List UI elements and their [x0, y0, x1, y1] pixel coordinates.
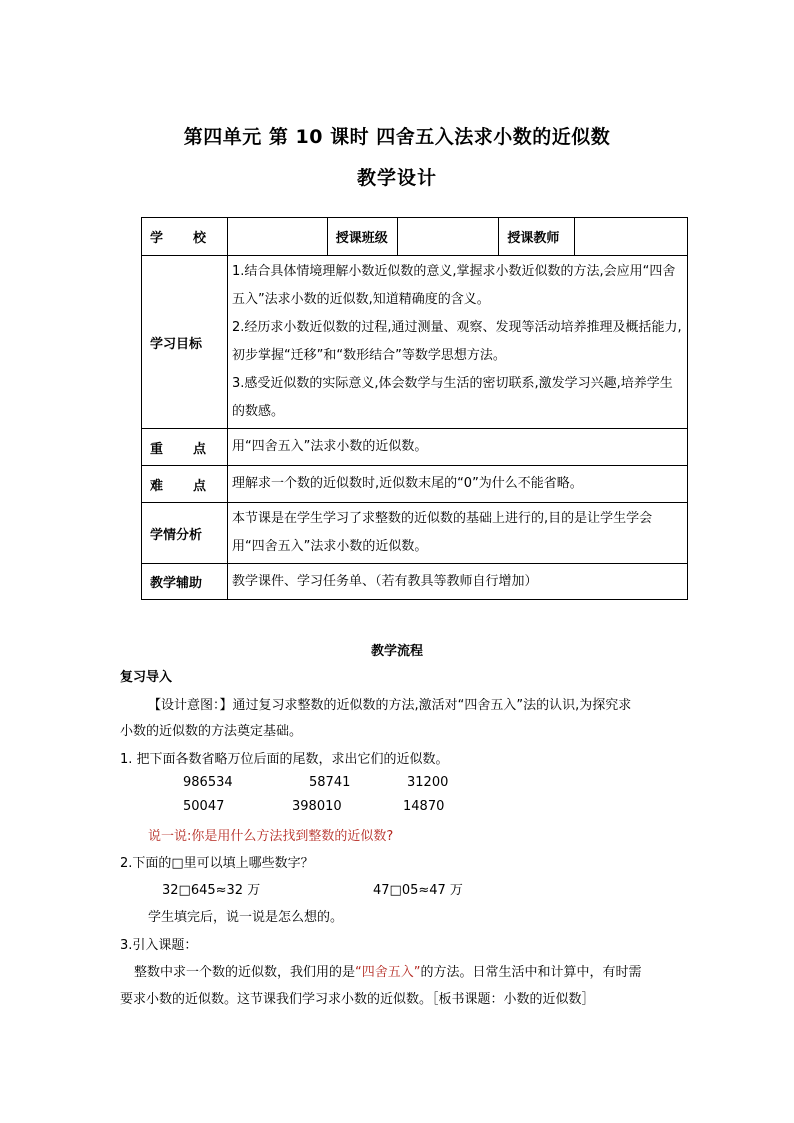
key-label: 重点 — [150, 441, 206, 457]
question-2: 2.下面的□里可以填上哪些数字？ — [120, 856, 314, 871]
aids-label-cell — [142, 564, 228, 600]
analysis-cell: 本节课是在学生学习了求整数的近似数的基础上进行的,目的是让学生学会用“四舍五入”法求小数的近似数。 — [227, 503, 687, 564]
question-2-note: 学生填完后，说一说是怎么想的。 — [148, 910, 344, 925]
key-cell: 用“四舍五入”法求小数的近似数。 — [227, 429, 687, 466]
number-item: 31200 — [407, 775, 449, 790]
table-row — [142, 429, 688, 466]
design-intent-line-2: 小数的近似数的方法奠定基础。 — [120, 724, 303, 739]
difficulty-label-cell — [142, 466, 228, 503]
teacher-label-cell — [499, 218, 575, 256]
lesson-info-table — [141, 217, 688, 600]
objective-1: 1.结合具体情境理解小数近似数的意义,掌握求小数近似数的方法,会应用“四舍五入”法求小数的近似数,知道精确度的含义。 — [231, 264, 676, 307]
school-value-cell — [227, 218, 327, 256]
table-row — [142, 218, 688, 256]
number-item: 398010 — [292, 799, 342, 814]
number-item: 986534 — [183, 775, 233, 790]
analysis-label: 学情分析 — [150, 527, 203, 543]
table-row — [142, 503, 688, 564]
objective-3: 3.感受近似数的实际意义,体会数学与生活的密切联系,激发学习兴趣,培养学生的数感。 — [231, 376, 673, 419]
question-1: 1. 把下面各数省略万位后面的尾数，求出它们的近似数。 — [120, 752, 449, 767]
difficulty-label: 难点 — [150, 478, 206, 494]
flow-title: 教学流程 — [370, 644, 423, 659]
objectives-label-cell — [142, 256, 228, 429]
teacher-label: 授课教师 — [507, 231, 560, 246]
objective-2: 2.经历求小数近似数的过程,通过测量、观察、发现等活动培养推理及概括能力,初步掌握“迁移”和“数形结合”等数学思想方法。 — [231, 320, 682, 363]
page-title: 第四单元 第 10 课时 四舍五入法求小数的近似数 — [183, 126, 611, 148]
number-item: 58741 — [309, 775, 351, 790]
fill-blank-a: 32□645≈32 万 — [162, 883, 261, 898]
class-label: 授课班级 — [335, 231, 388, 246]
school-label: 学校 — [150, 231, 206, 246]
section-heading: 复习导入 — [120, 670, 173, 685]
say-prompt: 说一说:你是用什么方法找到整数的近似数? — [148, 829, 394, 844]
page-subtitle: 教学设计 — [356, 167, 437, 189]
intro-line-1 — [134, 961, 642, 980]
difficulty-cell: 理解求一个数的近似数时,近似数末尾的“0”为什么不能省略。 — [227, 466, 687, 503]
number-item: 50047 — [183, 799, 225, 814]
class-value-cell — [397, 218, 499, 256]
class-label-cell — [327, 218, 397, 256]
key-label-cell — [142, 429, 228, 466]
number-item: 14870 — [403, 799, 445, 814]
teacher-value-cell — [575, 218, 688, 256]
table-row — [142, 564, 688, 600]
objectives-cell — [227, 256, 687, 429]
rounding-term: “四舍五入” — [355, 965, 421, 980]
question-3: 3.引入课题： — [120, 938, 198, 953]
fill-blank-b: 47□05≈47 万 — [373, 883, 463, 898]
aids-label: 教学辅助 — [150, 576, 203, 591]
intro-line-1-a: 整数中求一个数的近似数，我们用的是 — [134, 965, 356, 980]
table-row — [142, 256, 688, 429]
design-intent-line-1: 【设计意图：】通过复习求整数的近似数的方法,激活对“四舍五入”法的认识,为探究求 — [148, 698, 632, 713]
intro-line-2: 要求小数的近似数。这节课我们学习求小数的近似数。［板书课题：小数的近似数］ — [120, 992, 595, 1007]
school-label-cell — [142, 218, 228, 256]
analysis-label-cell — [142, 503, 228, 564]
aids-cell: 教学课件、学习任务单、（若有教具等教师自行增加） — [227, 564, 687, 600]
table-row — [142, 466, 688, 503]
objectives-label: 学习目标 — [150, 336, 203, 352]
intro-line-1-b: 的方法。日常生活中和计算中，有时需 — [420, 965, 642, 980]
